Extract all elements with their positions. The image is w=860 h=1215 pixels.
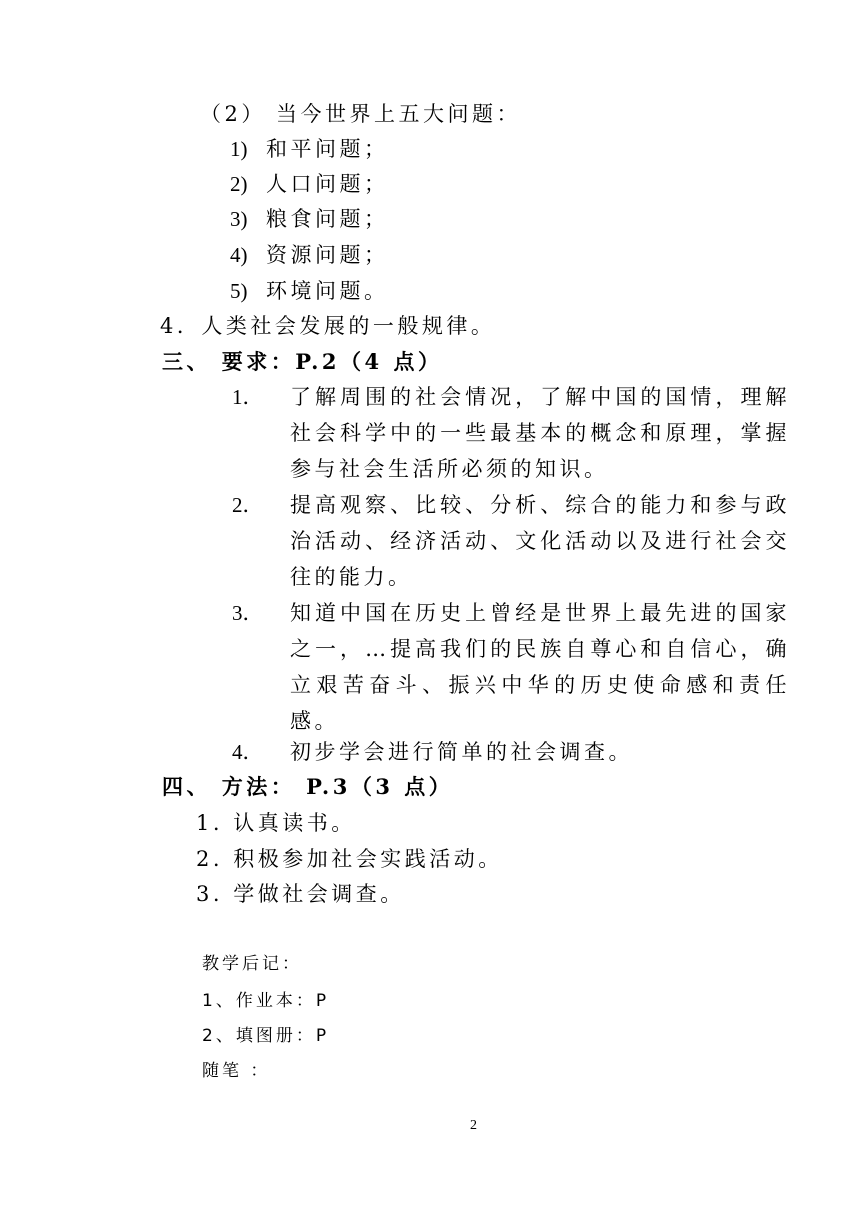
- issue-text: 人口问题；: [266, 172, 389, 196]
- requirement-number: 2．: [232, 493, 264, 517]
- issue-number: 2): [230, 172, 248, 196]
- requirement-number: 3．: [232, 601, 264, 625]
- requirement-text: 提高观察、比较、分析、综合的能力和参与政治活动、经济活动、文化活动以及进行社会交往的能力。: [290, 493, 790, 589]
- method-item: 3. 学做社会调查。: [196, 882, 405, 906]
- issue-number: 1): [230, 137, 248, 161]
- page-number: 2: [470, 1118, 477, 1133]
- notes-atlas: 2、填图册：P: [202, 1026, 330, 1046]
- issue-text: 粮食问题；: [266, 207, 389, 231]
- requirement-number: 1．: [232, 385, 264, 409]
- requirement-text: 了解周围的社会情况，了解中国的国情，理解社会科学中的一些最基本的概念和原理，掌握参与社会生活所必须的知识。: [290, 385, 790, 481]
- issue-text: 资源问题；: [266, 243, 389, 267]
- issues-heading: （2） 当今世界上五大问题：: [200, 102, 522, 126]
- method-item: 1. 认真读书。: [196, 811, 356, 835]
- notes-title: 教学后记：: [202, 954, 302, 974]
- method-item: 2. 积极参加社会实践活动。: [196, 847, 503, 871]
- requirement-number: 4．: [232, 740, 264, 764]
- section-4-heading: 四、 方法： P.3（3 点）: [162, 774, 454, 799]
- issue-number: 3): [230, 207, 248, 231]
- requirement-text: 知道中国在历史上曾经是世界上最先进的国家之一，…提高我们的民族自尊心和自信心，确立艰苦奋斗、振兴中华的历史使命感和责任感。: [290, 601, 790, 733]
- notes-essay: 随笔 ：: [202, 1061, 271, 1081]
- issue-text: 环境问题。: [266, 279, 389, 303]
- issue-number: 5): [230, 279, 248, 303]
- point-4-text: 4．人类社会发展的一般规律。: [160, 314, 496, 338]
- issue-text: 和平问题；: [266, 137, 389, 161]
- requirement-text: 初步学会进行简单的社会调查。: [290, 740, 633, 764]
- section-3-heading: 三、 要求：P.2（4 点）: [162, 349, 443, 374]
- issue-number: 4): [230, 243, 248, 267]
- notes-homework: 1、作业本：P: [202, 991, 330, 1011]
